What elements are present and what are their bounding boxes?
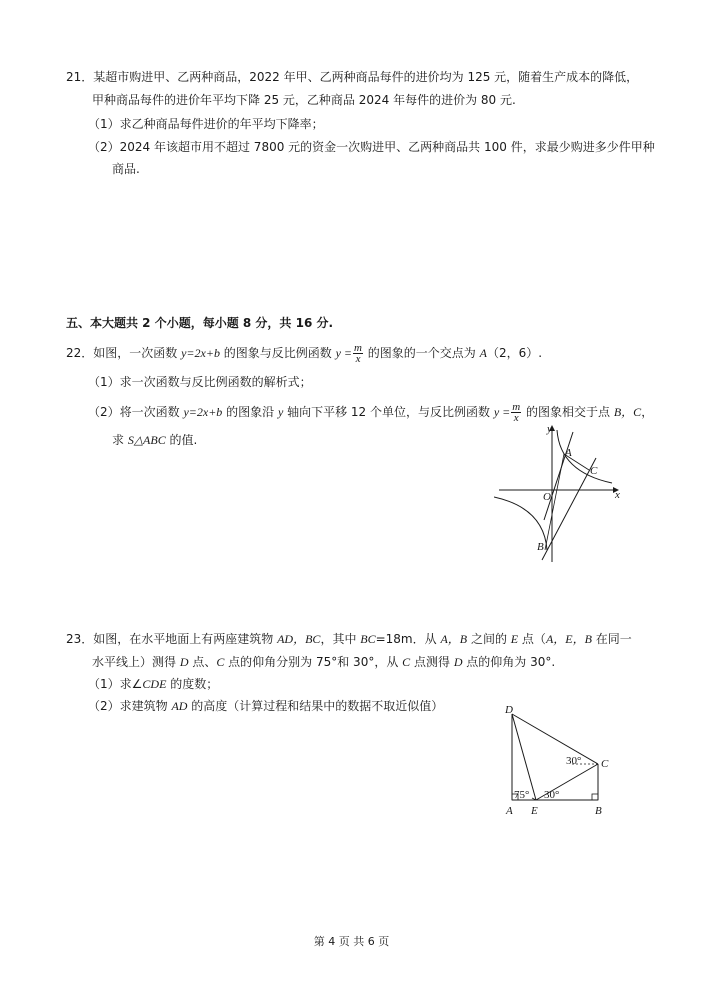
q23-2e: 点的仰角分别为 75°和 30°，从 [224,655,403,669]
q23-k: 在同一 [591,632,632,646]
fig-angle-30-e: 30° [544,789,560,801]
q22-p2-a: （2）将一次函数 [88,405,184,419]
q22-p2-inv: y = [493,405,511,419]
q21-part2: （2）2024 年该超市用不超过 7800 元的资金一次购进甲、乙两种商品共 100 件，求最少购进多少件甲种 [88,140,655,154]
line-dc [512,714,598,764]
q23-part1 [88,675,218,693]
q22-part1: （1）求一次函数与反比例函数的解析式； [88,375,312,389]
q22-p2-e: 轴向下平移 12 个单位，与反比例函数 [283,405,494,419]
q22-fraction [353,343,363,364]
fig-angle-30-c: 30° [566,755,582,767]
q22-figure [494,420,629,565]
q22-p2-c: 的图象沿 [222,405,278,419]
frac2-den: x [513,412,519,424]
fig-x-label: x [615,489,620,501]
q23-2a: 水平线上）测得 [92,655,180,669]
q22-p3-c: 的值. [165,433,198,447]
frac-den: x [355,353,361,365]
q22-linear-fn: y=2x+b [181,346,220,360]
fig-point-b: B [537,541,544,553]
q22-p2-bc: B，C [613,405,642,419]
q21-part2-cont: 商品. [112,162,140,176]
fig-point-c: C [590,465,598,477]
q22-p2-fn: y=2x+b [183,405,223,419]
q22-point-a: A [479,346,487,360]
q23-f: A，B [440,632,468,646]
q23-e: =18m．从 [375,632,441,646]
q23-line2 [92,653,555,671]
q23-2g: 点测得 [410,655,454,669]
page-footer: 第 4 页 共 6 页 [313,935,390,948]
q23-p1a: （1）求∠ [88,677,143,691]
fig-point-e: E [531,805,538,817]
q22-p2-axis: y [277,405,284,419]
q21-part1: （1）求乙种商品每件进价的年平均下降率； [88,117,324,131]
q23-c: ，其中 [320,632,361,646]
line-shifted [542,458,596,560]
q22-area-symbol: S△ABC [127,433,166,447]
q23-p2a: （2）求建筑物 [88,699,172,713]
q22-text-e: 的图象的一个交点为 [363,346,480,360]
q23-2c: 点、 [188,655,217,669]
q23-2h: D [453,655,463,669]
fig-y-label: y [547,423,552,435]
q23-2b: D [179,655,189,669]
fig-point-b: B [595,805,602,817]
q23-d: BC [360,632,376,646]
q22-p2-i: ， [641,405,654,419]
frac2-num: m [512,401,521,413]
q23-b: AD，BC [277,632,321,646]
q23-line1 [66,630,632,648]
line-de [512,714,536,800]
q23-2d: C [216,655,225,669]
q23-g: 之间的 [467,632,511,646]
q23-p2b: AD [171,699,188,713]
q23-h: E [510,632,519,646]
fig-point-c: C [601,758,609,770]
q21-line1: 21．某超市购进甲、乙两种商品，2022 年甲、乙两种商品每件的进价均为 125 元，随着生产成本的降低， [66,70,639,84]
q23-j: A，E，B [545,632,592,646]
q22-line1 [66,343,542,364]
section5-heading: 五、本大题共 2 个小题，每小题 8 分，共 16 分. [66,316,334,330]
fig-angle-75: 75° [514,789,530,801]
fig-point-a: A [506,805,513,817]
q22-text-c: 的图象与反比例函数 [219,346,336,360]
q22-p3-a: 求 [112,433,128,447]
q22-part2-cont [112,431,197,449]
fig-point-d: D [505,704,513,716]
frac-num: m [354,342,362,354]
q23-p1c: 的度数； [166,677,219,691]
line-original [544,432,573,520]
q23-part2 [88,697,443,715]
q23-2i: 点的仰角为 30°. [462,655,556,669]
q23-p1b: CDE [142,677,167,691]
q22-inverse-fn: y = [335,346,353,360]
q22-p2-g: 的图象相交于点 [522,405,614,419]
q22-text-a: 22．如图，一次函数 [66,346,182,360]
q23-2f: C [402,655,411,669]
q21-line2: 甲种商品每件的进价年平均下降 25 元，乙种商品 2024 年每件的进价为 80 元. [92,93,516,107]
q23-p2c: 的高度（计算过程和结果中的数据不取近似值） [187,699,444,713]
fig-point-a: A [565,447,572,459]
fig-origin-label: O [543,491,551,503]
q23-i: 点（ [518,632,546,646]
q23-figure [500,702,620,822]
q22-coords: （2，6）. [486,346,543,360]
q23-a: 23．如图，在水平地面上有两座建筑物 [66,632,278,646]
right-angle-b [592,794,598,800]
